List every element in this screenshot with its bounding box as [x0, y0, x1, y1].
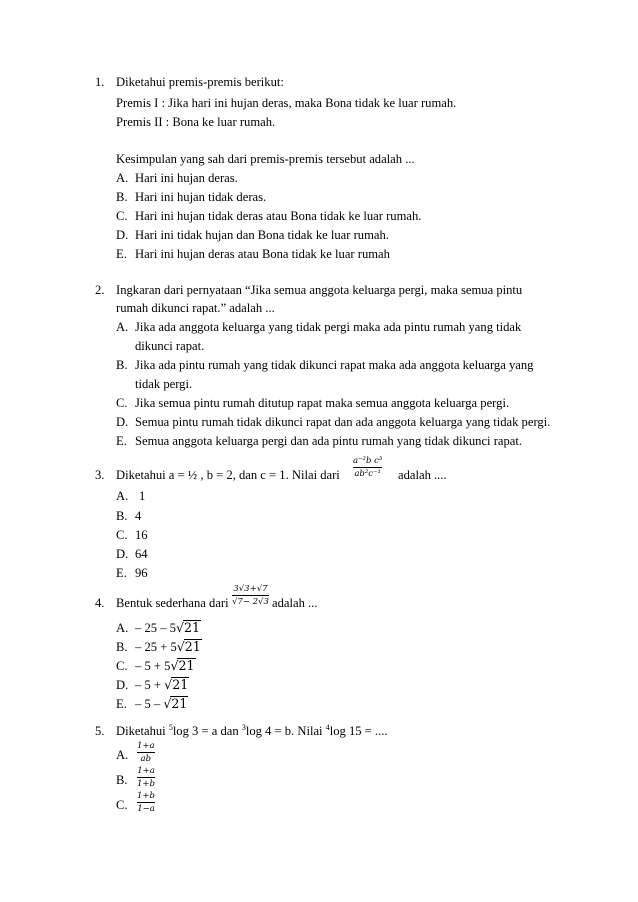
q4-option-a-prefix: – 25 – 5: [135, 621, 176, 635]
q4-option-d-radicand: 21: [172, 677, 189, 692]
q2-option-e-text: Semua anggota keluarga pergi dan ada pintu rumah yang tidak dikunci rapat.: [135, 434, 523, 448]
q3-option-c-text: 16: [135, 528, 148, 542]
q5-option-c-label[interactable]: C.: [116, 798, 128, 812]
q3-stem: Diketahui a = ½ , b = 2, dan c = 1. Nilai dari: [116, 468, 340, 482]
q3-option-e-text: 96: [135, 566, 148, 580]
q3-fraction-bar: [353, 467, 382, 468]
q2-option-a-text: Jika ada anggota keluarga yang tidak pergi maka ada pintu rumah yang tidak: [135, 320, 522, 334]
q1-premise-1-text: Jika hari ini hujan deras, maka Bona tidak ke luar rumah.: [168, 96, 457, 110]
q5-option-b-label[interactable]: B.: [116, 773, 128, 787]
q5-option-c-denominator: 1−a: [137, 804, 155, 814]
q4-option-b-prefix: – 25 + 5: [135, 640, 177, 654]
q4-option-d-prefix: – 5 +: [135, 678, 165, 692]
q3-option-b-text: 4: [135, 509, 142, 523]
sqrt-icon: √: [176, 639, 185, 654]
q1-option-a-text: Hari ini hujan deras.: [135, 171, 238, 185]
q5-stem-part-1: Diketahui: [116, 724, 169, 738]
q5-option-c-fraction: [137, 791, 155, 814]
q4-option-e-prefix: – 5 –: [135, 697, 164, 711]
q1-intro: Diketahui premis-premis berikut:: [116, 75, 284, 89]
q3-expression-fraction: [353, 456, 382, 479]
q1-premise-2-text: Bona ke luar rumah.: [172, 115, 276, 129]
q5-log-base-3: 4: [325, 723, 330, 732]
q1-option-d-text: Hari ini tidak hujan dan Bona tidak ke luar rumah.: [135, 228, 389, 242]
q4-stem-end: adalah ...: [272, 596, 318, 610]
q2-option-b-text-cont: tidak pergi.: [135, 377, 193, 391]
q2-option-c-text: Jika semua pintu rumah ditutup rapat maka semua anggota keluarga pergi.: [135, 396, 510, 410]
sqrt-icon: √: [164, 677, 173, 692]
q5-option-a-numerator: 1+a: [137, 741, 155, 751]
q4-number: 4.: [95, 596, 105, 610]
q1-question: Kesimpulan yang sah dari premis-premis tersebut adalah ...: [116, 152, 415, 166]
q2-option-b-label[interactable]: B.: [116, 358, 128, 372]
q4-option-b-label[interactable]: B.: [116, 640, 128, 654]
q1-option-b-text: Hari ini hujan tidak deras.: [135, 190, 267, 204]
q4-option-a-label[interactable]: A.: [116, 621, 129, 635]
q3-option-a-label[interactable]: A.: [116, 489, 129, 503]
q5-stem: [116, 722, 388, 740]
q4-fraction-numerator: 3√3+√7: [233, 584, 268, 594]
sqrt-icon: √: [163, 696, 172, 711]
q4-option-d-label[interactable]: D.: [116, 678, 129, 692]
q3-option-a-text: 1: [139, 489, 146, 503]
q5-option-b-bar: [137, 777, 155, 778]
q4-option-e-radicand: 21: [171, 696, 188, 711]
q1-option-e-label[interactable]: E.: [116, 247, 127, 261]
q4-expression-fraction: [232, 584, 269, 607]
q4-fraction-bar: [232, 595, 269, 596]
q1-number: 1.: [95, 75, 105, 89]
q2-option-c-label[interactable]: C.: [116, 396, 128, 410]
q2-stem-line-2: rumah dikunci rapat.” adalah ...: [116, 301, 275, 315]
q1-premise-2-label: Premis II :: [116, 115, 170, 129]
q5-log-base-1: 5: [168, 723, 173, 732]
q1-option-a-label[interactable]: A.: [116, 171, 129, 185]
q4-option-e-label[interactable]: E.: [116, 697, 127, 711]
q5-option-c-numerator: 1+b: [137, 791, 155, 801]
q3-option-d-text: 64: [135, 547, 148, 561]
q2-option-a-text-cont: dikunci rapat.: [135, 339, 205, 353]
q2-option-e-label[interactable]: E.: [116, 434, 127, 448]
q3-option-c-label[interactable]: C.: [116, 528, 128, 542]
q4-option-c-prefix: – 5 + 5: [135, 659, 171, 673]
sqrt-icon: √: [175, 620, 184, 635]
q1-premise-1-label: Premis I :: [116, 96, 165, 110]
q3-option-e-label[interactable]: E.: [116, 566, 127, 580]
q1-option-c-label[interactable]: C.: [116, 209, 128, 223]
q1-option-c-text: Hari ini hujan tidak deras atau Bona tidak ke luar rumah.: [135, 209, 422, 223]
q5-number: 5.: [95, 724, 105, 738]
q4-stem: Bentuk sederhana dari: [116, 596, 229, 610]
q4-option-a-radicand: 21: [183, 620, 200, 635]
q1-option-b-label[interactable]: B.: [116, 190, 128, 204]
q4-option-a-text: [135, 619, 201, 637]
q5-option-b-numerator: 1+a: [137, 766, 155, 776]
q5-option-c-bar: [137, 802, 155, 803]
q1-option-d-label[interactable]: D.: [116, 228, 129, 242]
q5-option-a-label[interactable]: A.: [116, 748, 129, 762]
q4-option-d-text: [135, 676, 189, 694]
q1-premise-1: [116, 94, 456, 112]
q2-stem-line-1: Ingkaran dari pernyataan “Jika semua anggota keluarga pergi, maka semua pintu: [116, 283, 523, 297]
q3-option-d-label[interactable]: D.: [116, 547, 129, 561]
q5-option-b-fraction: [137, 766, 155, 789]
q4-fraction-denominator: √7− 2√3: [232, 597, 269, 607]
q4-option-c-text: [135, 657, 196, 675]
q5-stem-part-3: log 4 = b. Nilai: [245, 724, 326, 738]
q4-option-c-radicand: 21: [178, 658, 195, 673]
q2-option-a-label[interactable]: A.: [116, 320, 129, 334]
q5-option-a-fraction: [137, 741, 155, 764]
q2-option-d-label[interactable]: D.: [116, 415, 129, 429]
sqrt-icon: √: [170, 658, 179, 673]
q1-option-e-text: Hari ini hujan deras atau Bona tidak ke luar rumah: [135, 247, 390, 261]
q3-fraction-denominator: ab²c⁻¹: [354, 469, 381, 479]
q5-option-a-bar: [137, 752, 155, 753]
q5-log-base-2: 3: [241, 723, 246, 732]
q2-number: 2.: [95, 283, 105, 297]
q2-option-d-text: Semua pintu rumah tidak dikunci rapat dan ada anggota keluarga yang tidak pergi.: [135, 415, 551, 429]
q5-option-b-denominator: 1+b: [137, 779, 155, 789]
q5-stem-part-2: log 3 = a dan: [172, 724, 242, 738]
q1-premise-2: [116, 113, 275, 131]
q5-stem-part-4: log 15 = ....: [329, 724, 388, 738]
q3-fraction-numerator: a⁻²b c³: [353, 456, 383, 466]
q4-option-c-label[interactable]: C.: [116, 659, 128, 673]
q2-option-b-text: Jika ada pintu rumah yang tidak dikunci rapat maka ada anggota keluarga yang: [135, 358, 534, 372]
q3-option-b-label[interactable]: B.: [116, 509, 128, 523]
q4-option-b-radicand: 21: [184, 639, 201, 654]
q4-option-e-text: [135, 695, 188, 713]
q3-number: 3.: [95, 468, 105, 482]
q5-option-a-denominator: ab: [140, 754, 152, 764]
q4-option-b-text: [135, 638, 202, 656]
q3-stem-end: adalah ....: [398, 468, 447, 482]
